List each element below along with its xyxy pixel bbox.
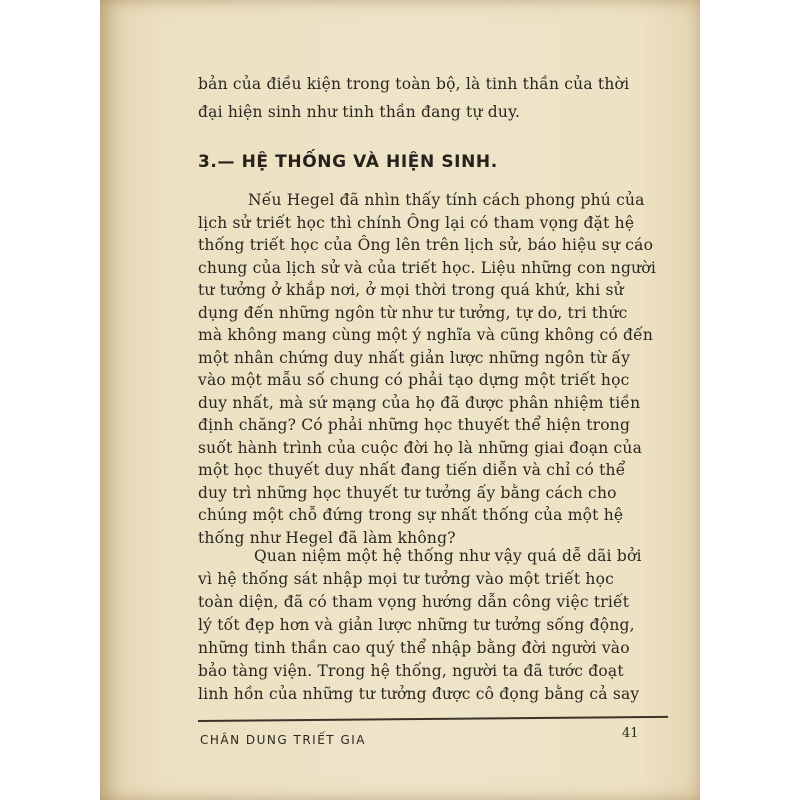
book-page bbox=[100, 0, 700, 800]
text-line: mà không mang cùng một ý nghĩa và cũng không có đến bbox=[198, 326, 654, 344]
text-line: tư tưởng ở khắp nơi, ở mọi thời trong quá khứ, khi sử bbox=[198, 281, 624, 299]
text-line: bảo tàng viện. Trong hệ thống, người ta đã tước đoạt bbox=[198, 662, 624, 680]
text-line: bản của điều kiện trong toàn bộ, là tinh thần của thời bbox=[198, 75, 630, 93]
text-line: chung của lịch sử và của triết học. Liệu những con người bbox=[198, 258, 656, 277]
text-line: toàn diện, đã có tham vọng hướng dẫn công việc triết bbox=[198, 593, 630, 611]
section-heading: 3.— HỆ THỐNG VÀ HIỆN SINH. bbox=[198, 152, 498, 172]
text-line: duy trì những học thuyết tư tưởng ấy bằng cách cho bbox=[198, 483, 617, 502]
text-line: vì hệ thống sát nhập mọi tư tưởng vào một triết học bbox=[198, 570, 615, 588]
text-line: chúng một chỗ đứng trong sự nhất thống của một hệ bbox=[198, 506, 624, 524]
text-line: dụng đến những ngôn từ như tư tưởng, tự do, tri thức bbox=[198, 303, 628, 322]
text-line: những tinh thần cao quý thể nhập bằng đời người vào bbox=[198, 639, 630, 657]
text-line: lịch sử triết học thì chính Ông lại có tham vọng đặt hệ bbox=[198, 213, 635, 232]
page-number: 41 bbox=[622, 726, 639, 741]
text-line: thống như Hegel đã làm không? bbox=[198, 528, 456, 547]
text-line: Quan niệm một hệ thống như vậy quá dễ dãi bởi bbox=[254, 547, 642, 565]
footer-rule bbox=[198, 716, 668, 722]
text-line: một học thuyết duy nhất đang tiến diễn và chỉ có thể bbox=[198, 461, 626, 479]
footer-book-title: CHÂN DUNG TRIẾT GIA bbox=[200, 733, 366, 747]
text-line: vào một mẫu số chung có phải tạo dựng một triết học bbox=[198, 371, 630, 389]
text-line: thống triết học của Ông lên trên lịch sử, báo hiệu sự cáo bbox=[198, 236, 654, 254]
text-line: Nếu Hegel đã nhìn thấy tính cách phong phú của bbox=[248, 191, 645, 209]
text-line: linh hồn của những tư tưởng được cô đọng bằng cả say bbox=[198, 685, 640, 703]
text-line: một nhân chứng duy nhất giản lược những ngôn từ ấy bbox=[198, 348, 631, 367]
text-line: duy nhất, mà sứ mạng của họ đã được phân nhiệm tiền bbox=[198, 393, 641, 412]
text-line: định chăng? Có phải những học thuyết thể hiện trong bbox=[198, 416, 631, 434]
text-line: đại hiện sinh như tinh thần đang tự duy. bbox=[198, 103, 521, 121]
text-line: lý tốt đẹp hơn và giản lược những tư tưởng sống động, bbox=[198, 616, 635, 634]
text-line: suốt hành trình của cuộc đời họ là những giai đoạn của bbox=[198, 438, 643, 457]
